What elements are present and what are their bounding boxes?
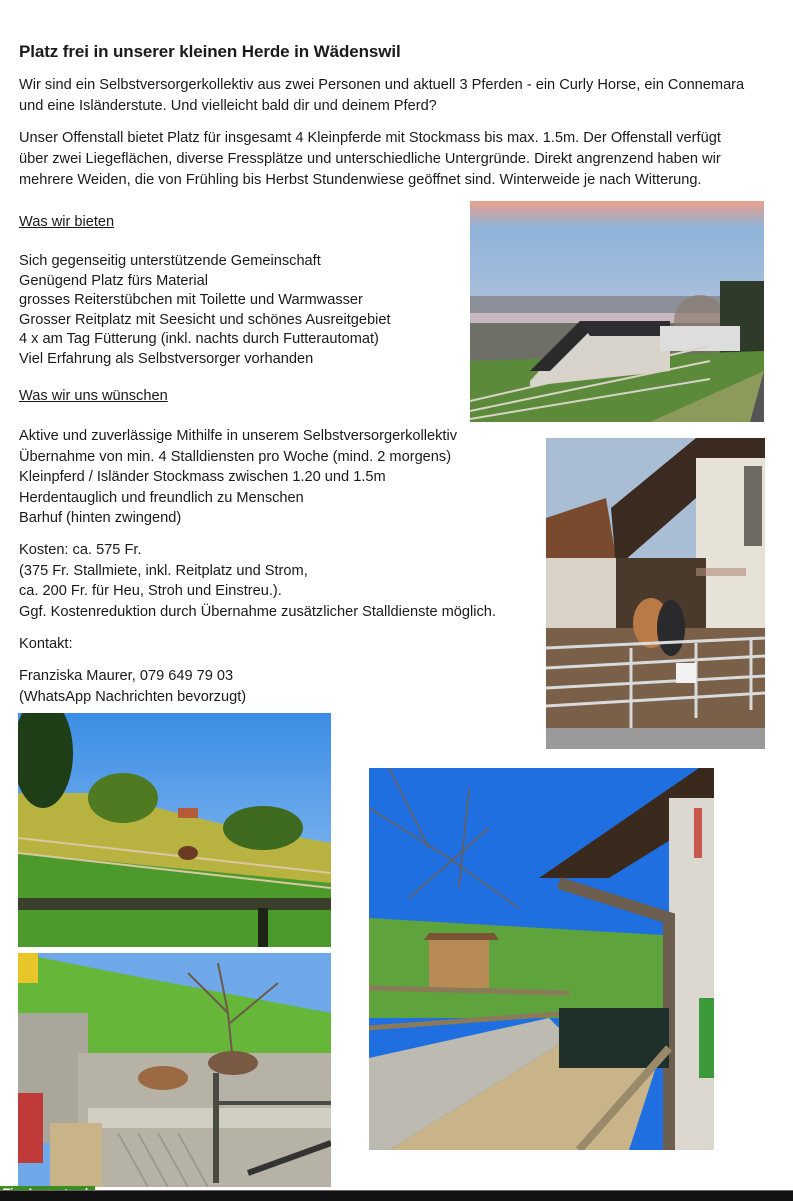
intro-paragraph — [19, 75, 744, 117]
photo-paddock-feeding-area — [369, 768, 714, 1150]
offer-heading: Was wir bieten — [19, 214, 115, 230]
costs-block — [19, 540, 496, 622]
wishes-list — [19, 426, 457, 529]
wish-item: Barhuf (hinten zwingend) — [19, 510, 182, 527]
contact-name-phone: Franziska Maurer, 079 649 79 03 — [19, 668, 234, 684]
intro-line: Wir sind ein Selbstversorgerkollektiv aus zwei Personen und aktuell 3 Pferden - ein Curly Horse, ein Connemara — [19, 77, 745, 93]
cost-line: ca. 200 Fr. für Heu, Stroh und Einstreu.). — [19, 583, 282, 600]
cost-line: (375 Fr. Stallmiete, inkl. Reitplatz und Strom, — [19, 562, 308, 579]
cost-line: Ggf. Kostenreduktion durch Übernahme zusätzlicher Stalldienste möglich. — [19, 603, 496, 620]
contact-block — [19, 666, 246, 707]
bottom-bar — [0, 1190, 793, 1201]
wish-item: Übernahme von min. 4 Stalldiensten pro Woche (mind. 2 morgens) — [19, 448, 452, 465]
intro-line: und eine Isländerstute. Und vielleicht bald dir und deinem Pferd? — [19, 98, 437, 114]
page-title: Platz frei in unserer kleinen Herde in Wädenswil — [19, 42, 401, 61]
offer-item: Grosser Reitplatz mit Seesicht und schönes Ausreitgebiet — [19, 311, 391, 328]
offer-list — [19, 252, 391, 369]
wish-item: Kleinpferd / Isländer Stockmass zwischen 1.20 und 1.5m — [19, 469, 386, 486]
photo-hillside-pasture — [18, 713, 331, 947]
wish-item: Aktive und zuverlässige Mithilfe in unserem Selbstversorgerkollektiv — [19, 428, 457, 444]
wish-item: Herdentauglich und freundlich zu Menschen — [19, 489, 304, 506]
wishes-heading: Was wir uns wünschen — [19, 388, 168, 404]
contact-note: (WhatsApp Nachrichten bevorzugt) — [19, 688, 247, 705]
offer-item: Sich gegenseitig unterstützende Gemeinschaft — [19, 253, 321, 269]
stable-paragraph — [19, 128, 721, 191]
cost-line: Kosten: ca. 575 Fr. — [19, 542, 142, 558]
offer-item: 4 x am Tag Fütterung (inkl. nachts durch Futterautomat) — [19, 331, 379, 347]
offer-item: grosses Reiterstübchen mit Toilette und Warmwasser — [19, 292, 363, 308]
photo-paddock-resting-horses — [18, 953, 331, 1187]
contact-label: Kontakt: — [19, 636, 73, 652]
stable-line: mehrere Weiden, die von Frühling bis Herbst Stundenwiese geöffnet sind. Winterweide je nach Witterung. — [19, 172, 702, 188]
offer-item: Genügend Platz fürs Material — [19, 272, 209, 289]
photo-lake-view-barn — [470, 201, 764, 422]
photo-stable-entrance-horses — [546, 438, 765, 749]
stable-line: über zwei Liegeflächen, diverse Fressplätze und unterschiedliche Untergründe. Direkt angrenzend haben wir — [19, 151, 721, 167]
offer-item: Viel Erfahrung als Selbstversorger vorhanden — [19, 350, 314, 367]
stable-line: Unser Offenstall bietet Platz für insgesamt 4 Kleinpferde mit Stockmass bis max. 1.5m. Der Offenstall verfügt — [19, 130, 721, 146]
